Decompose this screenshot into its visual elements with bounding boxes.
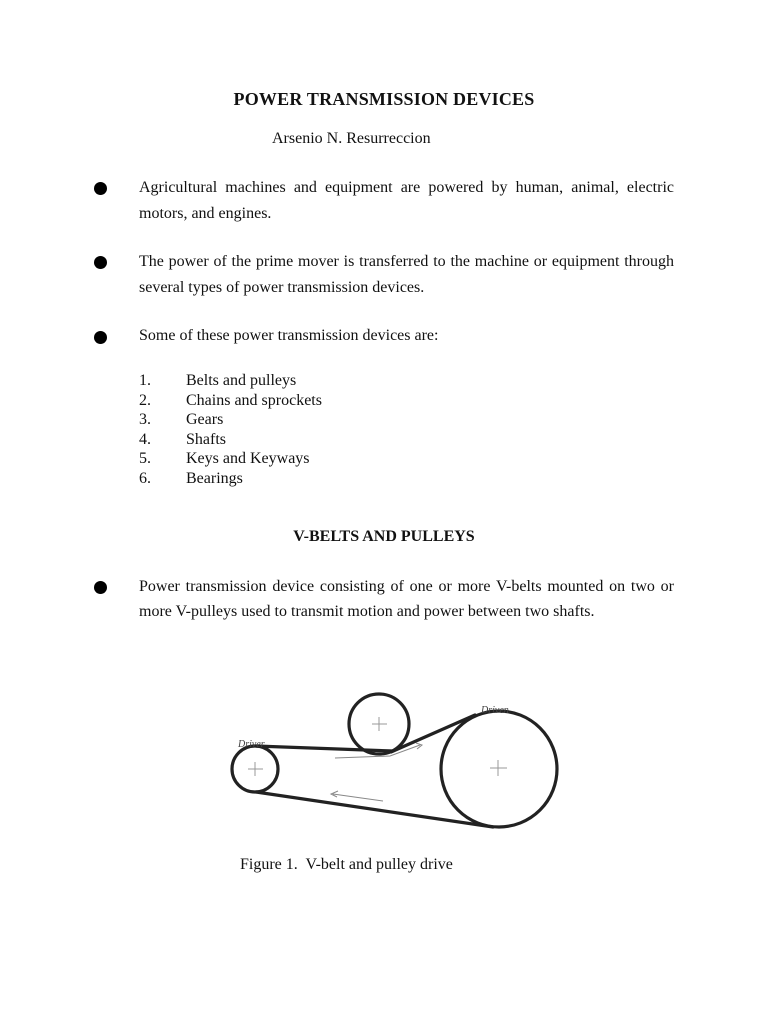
belt-upper-right xyxy=(391,715,475,752)
device-list xyxy=(139,371,322,489)
bullet-paragraph-3: Some of these power transmission devices are: xyxy=(139,327,439,344)
list-item xyxy=(139,391,322,411)
list-item-text: Bearings xyxy=(186,469,243,487)
list-item-text: Chains and sprockets xyxy=(186,391,322,409)
list-item-text: Belts and pulleys xyxy=(186,372,297,389)
section-bullet-paragraph: Power transmission device consisting of one or more V-belts mounted on two or more V-pulleys used to transmit motion and power between two shafts. xyxy=(139,578,674,620)
list-item-text: Gears xyxy=(186,411,224,429)
section-title: V-BELTS AND PULLEYS xyxy=(293,528,475,545)
bullet-paragraph-1: Agricultural machines and equipment are powered by human, animal, electric motors, and engines. xyxy=(139,179,674,222)
list-item-number: 6. xyxy=(139,469,151,487)
document-title: POWER TRANSMISSION DEVICES xyxy=(233,89,535,109)
bullet-dot-icon xyxy=(94,256,107,269)
belt-pulley-diagram xyxy=(225,690,565,830)
list-item-number: 2. xyxy=(139,391,151,409)
list-item-number: 4. xyxy=(139,430,151,448)
figure-caption: Figure 1. V-belt and pulley drive xyxy=(240,856,453,873)
list-item-number: 3. xyxy=(139,411,151,429)
driven-label: Driven xyxy=(481,705,509,716)
list-item xyxy=(139,410,322,430)
bullet-paragraph-2: The power of the prime mover is transferred to the machine or equipment through several types of power transmission devices. xyxy=(139,253,674,296)
list-item xyxy=(139,449,322,469)
list-item-number: 1. xyxy=(139,372,151,389)
list-item xyxy=(139,430,322,450)
list-item-text: Keys and Keyways xyxy=(186,450,310,468)
list-item-number: 5. xyxy=(139,450,151,468)
list-item xyxy=(139,371,322,391)
document-author: Arsenio N. Resurreccion xyxy=(272,130,431,147)
bullet-dot-icon xyxy=(94,182,107,195)
list-item xyxy=(139,469,322,489)
belt-upper-left xyxy=(256,746,393,751)
driven-pulley xyxy=(441,711,557,827)
list-item-text: Shafts xyxy=(186,430,226,448)
driver-label: Driver xyxy=(238,739,265,750)
bullet-dot-icon xyxy=(94,581,107,594)
bullet-dot-icon xyxy=(94,331,107,344)
